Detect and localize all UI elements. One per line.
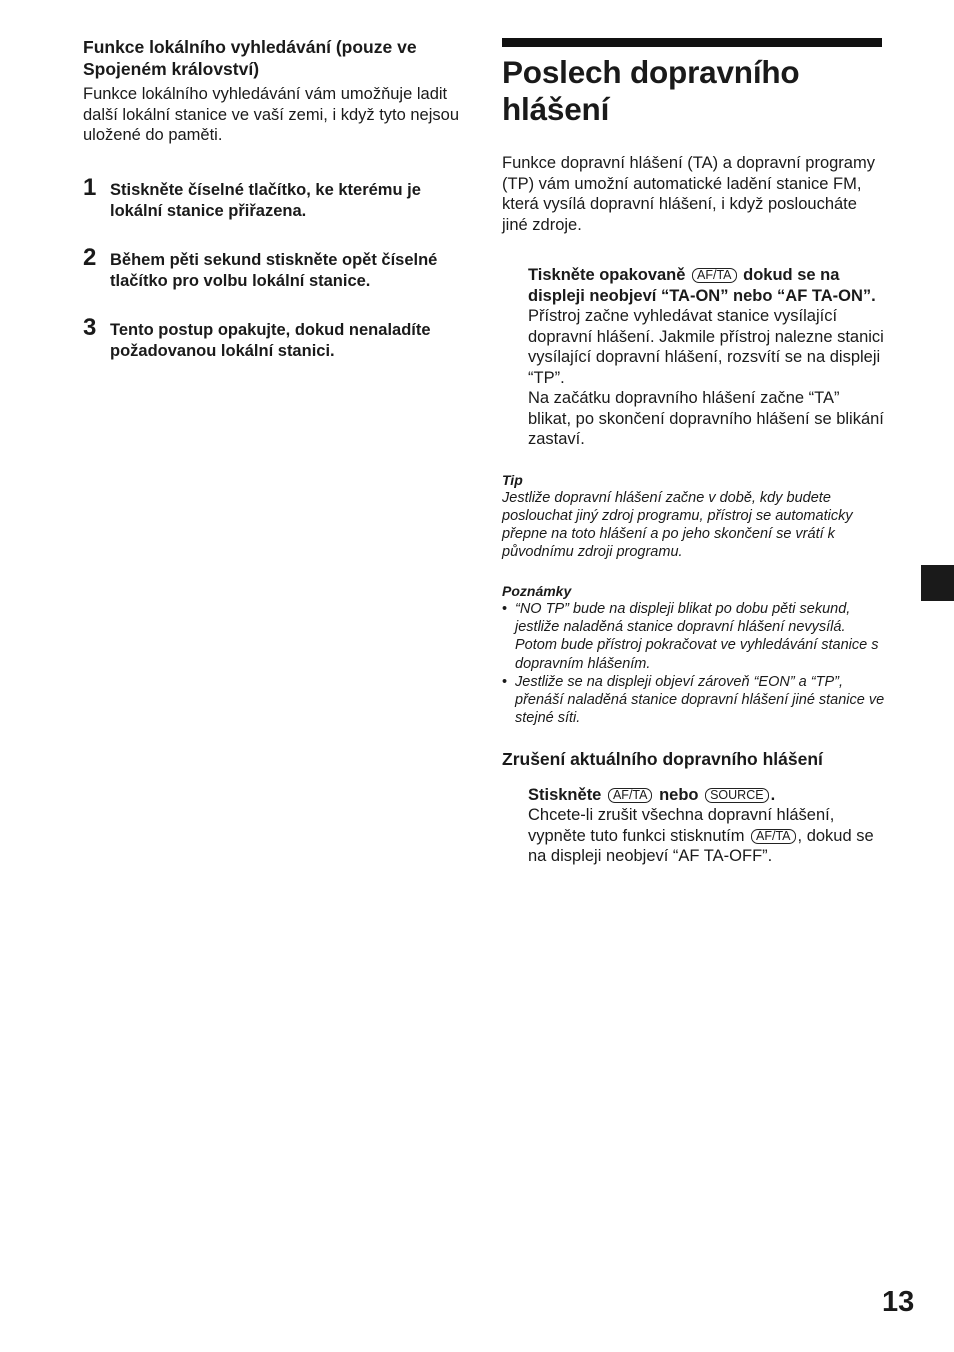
tip-block <box>502 471 886 562</box>
cancel-description <box>528 805 886 867</box>
af-ta-button-label: AF/TA <box>692 268 737 283</box>
step-1 <box>83 173 468 222</box>
step-number: 2 <box>83 243 97 271</box>
section-tab-marker <box>921 565 954 601</box>
note-item: • Jestliže se na displeji objeví zároveň “EON” a “TP”, přenáší naladěná stanice dopravní hlášení jiné stanice ve stejné síti. <box>502 673 886 728</box>
step-text: Tento postup opakujte, dokud nenaladíte požadovanou lokální stanici. <box>110 320 431 360</box>
title-rule <box>502 38 882 47</box>
ta-intro: Funkce dopravní hlášení (TA) a dopravní programy (TP) vám umožní automatické ladění stanice FM, která vysílá dopravní hlášení, i když posloucháte jiné zdroje. <box>502 154 875 234</box>
cancel-period: . <box>770 785 776 804</box>
local-seek-intro: Funkce lokálního vyhledávání vám umožňuje ladit další lokální stanice ve vaší zemi, i když tyto nejsou uložené do paměti. <box>83 85 460 144</box>
instruction-after: dokud se na displeji neobjeví “TA-ON” nebo “AF TA-ON”. <box>528 266 876 305</box>
steps-list <box>83 173 468 362</box>
notes-block <box>502 582 886 728</box>
cancel-text-before: Chcete-li zrušit všechna dopravní hlášení, vypněte tuto funkci stisknutím <box>528 806 835 845</box>
cancel-instruction <box>528 785 886 806</box>
ta-description-1: Přístroj začne vyhledávat stanice vysílající dopravní hlášení. Jakmile přístroj nalezne stanici vysílající dopravní hlášení, rozsvítí se na displeji “TP”. <box>528 307 884 387</box>
source-button-label: SOURCE <box>705 788 768 803</box>
cancel-press: Stiskněte <box>528 785 602 804</box>
note-item: • “NO TP” bude na displeji blikat po dobu pěti sekund, jestliže naladěná stanice dopravní hlášení nevysílá. Potom bude přístroj pokračovat ve vyhledávání stanice s dopravním hlášením. <box>502 600 886 673</box>
ta-instruction <box>528 265 886 306</box>
cancel-heading: Zrušení aktuálního dopravního hlášení <box>502 748 823 769</box>
local-seek-heading: Funkce lokálního vyhledávání (pouze ve Spojeném království) <box>83 37 417 79</box>
step-3 <box>83 313 468 362</box>
ta-description-2: Na začátku dopravního hlášení začne “TA” blikat, po skončení dopravního hlášení se blikání zastaví. <box>528 389 884 448</box>
step-number: 3 <box>83 313 97 341</box>
cancel-text-after: , dokud se na displeji neobjeví “AF TA-OFF”. <box>528 826 874 866</box>
ta-instruction-block <box>528 265 886 450</box>
af-ta-button-label: AF/TA <box>751 829 796 844</box>
step-text: Stiskněte číselné tlačítko, ke kterému je lokální stanice přiřazena. <box>110 180 421 220</box>
cancel-block <box>528 785 886 867</box>
tip-title: Tip <box>502 471 523 488</box>
page-number: 13 <box>882 1286 915 1318</box>
left-column <box>83 36 468 390</box>
page-title: Poslech dopravního hlášení <box>502 54 800 127</box>
notes-title: Poznámky <box>502 582 572 599</box>
instruction-before: Tiskněte opakovaně <box>528 266 686 284</box>
tip-text: Jestliže dopravní hlášení začne v době, kdy budete poslouchat jiný zdroj programu, přístroj se automaticky přepne na toto hlášení a po jeho skončení se vrátí k původnímu zdroji programu. <box>502 489 853 561</box>
step-2 <box>83 243 468 292</box>
af-ta-button-label: AF/TA <box>608 788 653 803</box>
step-number: 1 <box>83 173 97 201</box>
step-text: Během pěti sekund stiskněte opět číselné tlačítko pro volbu lokální stanice. <box>110 250 438 290</box>
cancel-or: nebo <box>659 785 699 804</box>
right-column <box>502 38 886 867</box>
